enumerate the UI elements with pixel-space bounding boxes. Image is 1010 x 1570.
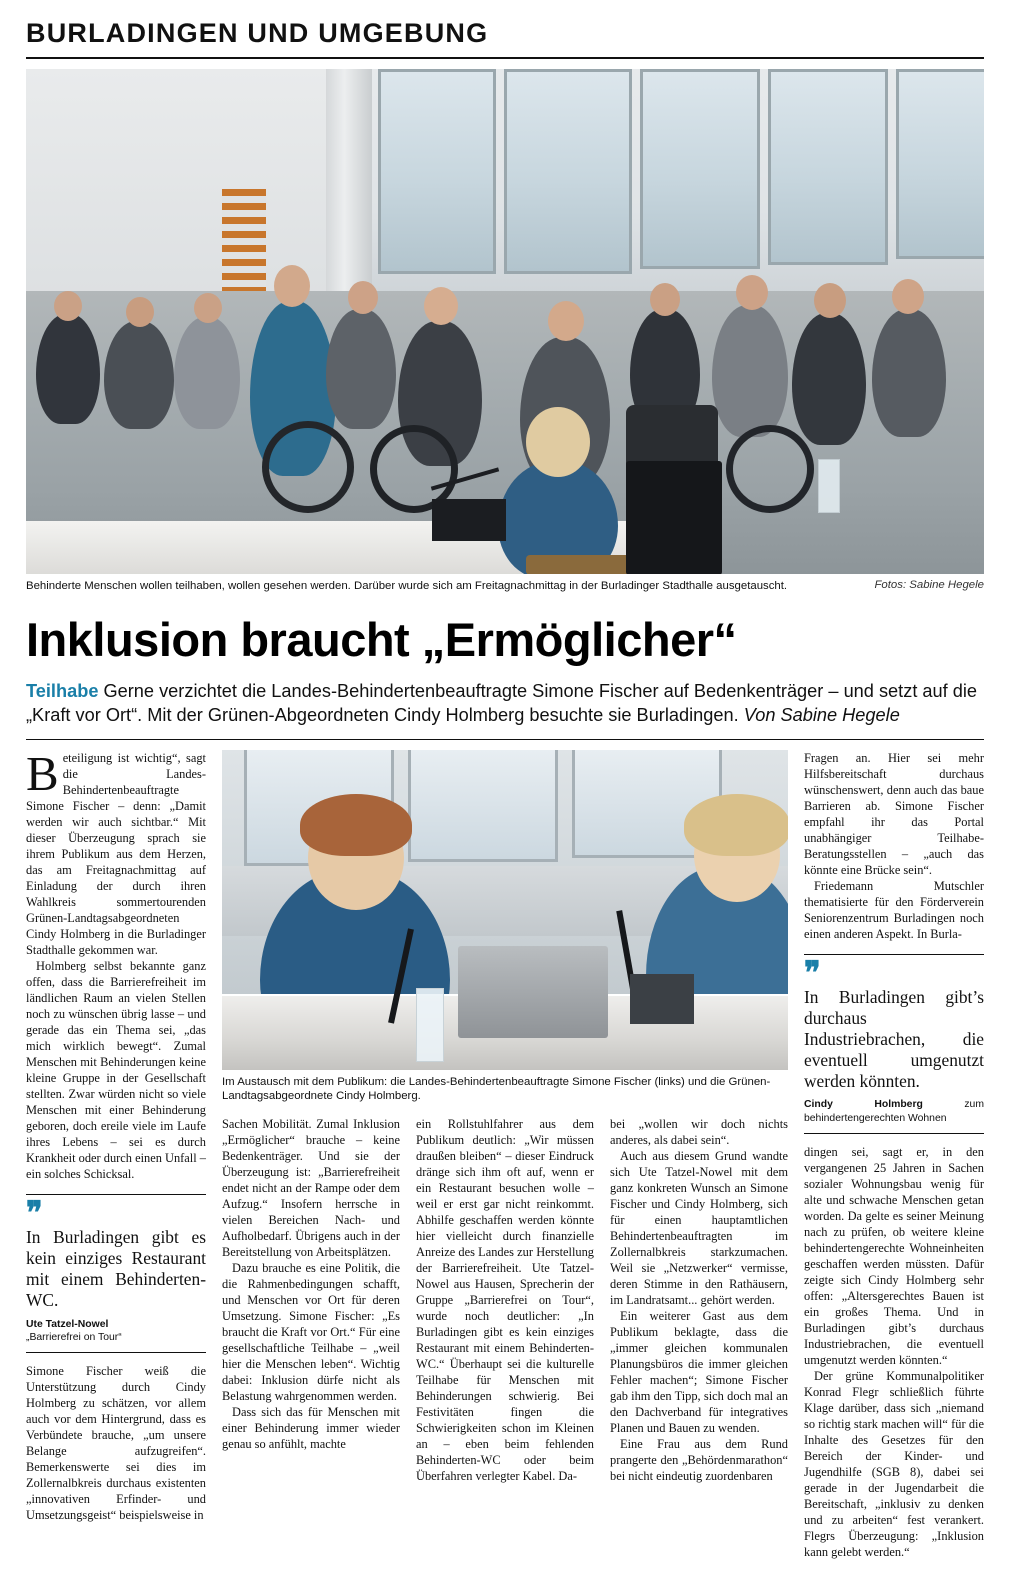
pullquote-source: Ute Tatzel-Nowel (26, 1318, 109, 1330)
photo-window-2 (504, 69, 632, 274)
subhead-text: Gerne verzichtet die Landes-Behindertenbeauftragte Simone Fischer auf Bedenkenträger – und setzt auf die „Kraft vor Ort“. Mit der Grünen-Abgeordneten Cindy Holmberg besuchte sie Burladingen. (26, 680, 978, 725)
wheelchair (262, 421, 354, 513)
speaker-right-hair (684, 794, 788, 856)
audience-person (174, 317, 240, 429)
column-1 (26, 746, 206, 1523)
speaker-left-hair (300, 794, 412, 856)
paragraph: Beteiligung ist wichtig“, sagt die Landes-Behindertenbeauftragte Simone Fischer – denn: „Damit werden wir auch sichtbar.“ Mit dieser Überzeugung sprach sie ihrem Publikum aus dem Herzen, das am Freitagnachmittag auf Einladung der durch ihren Wahlkreis sommertourenden Grünen-Landtagsabgeordneten Cindy Holmberg in die Burladinger Stadthalle gekommen war. (26, 746, 206, 957)
main-photo-caption-row (26, 579, 984, 593)
pullquote-text: In Burladingen gibt es kein einziges Restaurant mit einem Behinderten-WC. (26, 1227, 206, 1310)
paragraph: Der grüne Kommunalpolitiker Konrad Flegr schließlich führte Klage darüber, dass sich „niemand so richtig stark machen will“ für die Inhalte des Gesetzes für den Bereich der Kinder- und Jugendhilfe (SGB 8), dabei sei gerade in der Jugendarbeit die Bereitschaft, „inklusiv zu denken und zu arbeiten“ fest verankert. Flegrs Überzeugung: „Inklusion kann gelebt werden.“ (804, 1369, 984, 1560)
audience-head (126, 297, 154, 327)
inner-photo-caption: Im Austausch mit dem Publikum: die Landes-Behindertenbeauftragte Simone Fischer (links) und die Grünen-Landtagsabgeordnete Cindy Holmberg. (222, 1076, 771, 1103)
paragraph: Eine Frau aus dem Rund prangerte den „Behördenmarathon“ bei nicht eindeutig zuordenbaren (610, 1436, 788, 1483)
paragraph: Ein weiterer Gast aus dem Publikum beklagte, dass die „immer gleichen kommunalen Planungsbüros die immer gleichen Fehler machen“; Simone Fischer gab ihm den Tipp, sich doch mal an den Dachverband für integratives Planen und Bauen zu wenden. (610, 1308, 788, 1435)
paragraph: bei „wollen wir doch nichts anderes, als dabei sein“. (610, 1116, 788, 1147)
column-4 (610, 1116, 788, 1484)
audience-head (424, 287, 458, 325)
quote-icon: ❞ (26, 1195, 43, 1230)
pullquote-2 (804, 954, 984, 1134)
audience-head (194, 293, 222, 323)
audience-head (348, 281, 378, 314)
pullquote-source-name: Cindy Holmberg (804, 1099, 923, 1111)
water-bottle (818, 459, 840, 513)
audience-person (792, 313, 866, 445)
audience-head (736, 275, 768, 310)
pullquote-role: „Barrierefrei on Tour“ (26, 1331, 122, 1343)
inner-photo-window-2 (408, 750, 558, 862)
center-block (222, 750, 788, 1484)
subhead-byline: Von Sabine Hegele (743, 704, 900, 725)
column-3 (416, 1116, 594, 1484)
wheelchair (726, 425, 814, 513)
subhead-kicker: Teilhabe (26, 680, 99, 701)
camera-monitor (626, 461, 722, 574)
article-headline: Inklusion braucht „Ermöglicher“ (26, 613, 737, 667)
paragraph: Holmberg selbst bekannte ganz offen, dass die Barrierefreiheit im ländlichen Raum an vielen Stellen noch zu wünschen übrig lasse – und gerade das ein Thema sei, „das mich wirklich bewegt“. Zumal Menschen mit Behinderungen keine kleine Gruppe in der Gesellschaft stellten. Zwar würden nicht so viele Menschen mit einer Behinderung geboren, doch ereile viele im Laufe ihres Lebens – sei es durch Krankheit oder durch einen Unfall – ein solches Schicksal. (26, 959, 206, 1181)
audience-head (54, 291, 82, 321)
article-columns (26, 746, 984, 1560)
paragraph: Dazu brauche es eine Politik, die die Rahmenbedingungen schafft, und Menschen vor Ort für deren Umsetzung. Simone Fischer: „Es braucht die Kraft vor Ort.“ Für eine gesellschaftliche Teilhabe – „weil hier die Menschen leben“. Wichtig dabei: Inklusion dürfe nicht als Belastung wahrgenommen werden. (222, 1260, 400, 1403)
article-subhead (26, 679, 984, 727)
quote-icon: ❞ (804, 955, 821, 990)
pullquote-source (804, 1098, 984, 1125)
paragraph: Sachen Mobilität. Zumal Inklusion „Ermöglicher“ brauche – keine Bedenkenträger. Und sie der Überzeugung ist: „Barrierefreiheit endet nicht an der Rampe oder dem Aufzug.“ Insofern herrsche in vielen Bereichen Nach- und Aufholbedarf. Übrigens auch in der Bereitstellung von Arbeitsplätzen. (222, 1116, 400, 1259)
photo-window-3 (640, 69, 760, 269)
audience-person (872, 309, 946, 437)
pullquote-text: In Burladingen gibt’s durchaus Industriebrachen, die eventuell umgenutzt werden könnten. (804, 987, 984, 1091)
photo-window-1 (378, 69, 496, 274)
audience-person (104, 321, 174, 429)
paragraph: Simone Fischer weiß die Unterstützung durch Cindy Holmberg zu schätzen, vor allem auch vor dem Hintergrund, dass es Verbündete brauche, „um unsere Belange aufzugreifen“. Bemerkenswerte sei dies im Zollernalbkreis durchaus existenten „innovativen Erfinder- und Umsetzungsgeist“ beispielsweise in (26, 1364, 206, 1523)
photo-window-5 (896, 69, 984, 259)
column-2 (222, 1116, 400, 1484)
tablet (630, 974, 694, 1024)
paragraph: Dass sich das für Menschen mit einer Behinderung immer wieder genau so anfühlt, machte (222, 1404, 400, 1451)
laptop (458, 946, 608, 1038)
main-photo (26, 69, 984, 574)
main-photo-caption: Behinderte Menschen wollen teilhaben, wollen gesehen werden. Darüber wurde sich am Freitagnachmittag in der Burladinger Stadthalle ausgetauscht. (26, 580, 788, 592)
audience-person (712, 305, 788, 437)
pullquote-1 (26, 1194, 206, 1353)
paragraph: dingen sei, sagt er, in den vergangenen 25 Jahren in Sachen sozialer Wohnungsbau wenig für alte und schwache Menschen getan worden. Da gelte es seiner Meinung nach zu prüfen, ob weitere kleine behindertengerechte Wohneinheiten geschaffen werden müssten. Dafür zeigte sich Cindy Holmberg sehr offen: „Altersgerechtes Bauen ist ein großes Thema. Und in Burladingen gibt’s durchaus Industriebrachen, die eventuell umgenutzt werden könnten.“ (804, 1145, 984, 1368)
paragraph: ein Rollstuhlfahrer aus dem Publikum deutlich: „Wir müssen draußen bleiben“ – dieser Eindruck dränge sich ihm oft auf, wenn er ein Restaurant besuchen wolle – weil er erst gar nicht reinkommt. Abhilfe geschaffen werden könnte hier vielleicht durch finanzielle Anreize des Landes zur Herstellung der Barrierefreiheit. Ute Tatzel-Nowel aus Hausen, Sprecherin der Gruppe „Barrierefrei on Tour“, wurde noch deutlicher: „In Burladingen gibt es kein einziges Restaurant mit einem Behinderten-WC.“ Überhaupt sei die kulturelle Teilhabe für Menschen mit Behinderungen schwierig. Bei Festivitäten fingen die Schwierigkeiten schon im Kleinen an – eben beim fehlenden Behinderten-WC oder beim Überfahren verlegter Kabel. Da- (416, 1116, 594, 1483)
audience-head (548, 301, 584, 341)
page-masthead: BURLADINGEN UND UMGEBUNG (26, 18, 984, 59)
audience-head (274, 265, 310, 307)
photo-window-4 (768, 69, 888, 265)
pullquote-role: zum behindertengerechten Wohnen (804, 1099, 984, 1124)
audience-head (814, 283, 846, 318)
column-5 (804, 750, 984, 1560)
center-subcolumns (222, 1116, 788, 1484)
audience-head (892, 279, 924, 314)
main-photo-credit: Fotos: Sabine Hegele (874, 579, 984, 591)
header-rule (26, 739, 984, 740)
paragraph: Fragen an. Hier sei mehr Hilfsbereitschaft durchaus wünschenswert, denn auch das baue Barrieren ab. Simone Fischer empfahl ihr das Portal unabhängiger Teilhabe-Beratungsstellen – „auch das könnte eine Brücke sein“. (804, 751, 984, 877)
water-bottle (416, 988, 444, 1062)
speaker-head (526, 407, 590, 477)
audience-person (326, 309, 396, 429)
audience-person (36, 314, 100, 424)
inner-photo (222, 750, 788, 1070)
paragraph: Friedemann Mutschler thematisierte für den Förderverein Seniorenzentrum Burladingen noch einen anderen Aspekt. In Burla- (804, 879, 984, 941)
audience-head (650, 283, 680, 316)
laptop (432, 499, 506, 541)
paragraph: Auch aus diesem Grund wandte sich Ute Tatzel-Nowel mit dem ganz konkreten Wunsch an Simone Fischer und Cindy Holmberg, sich für einen hauptamtlichen Behindertenbeauftragten im Zollernalbkreis starkzumachen. Weil sie „Netzwerker“ vermisse, deren Stimme in den Rathäusern, im Landratsamt... gehört werden. (610, 1148, 788, 1307)
